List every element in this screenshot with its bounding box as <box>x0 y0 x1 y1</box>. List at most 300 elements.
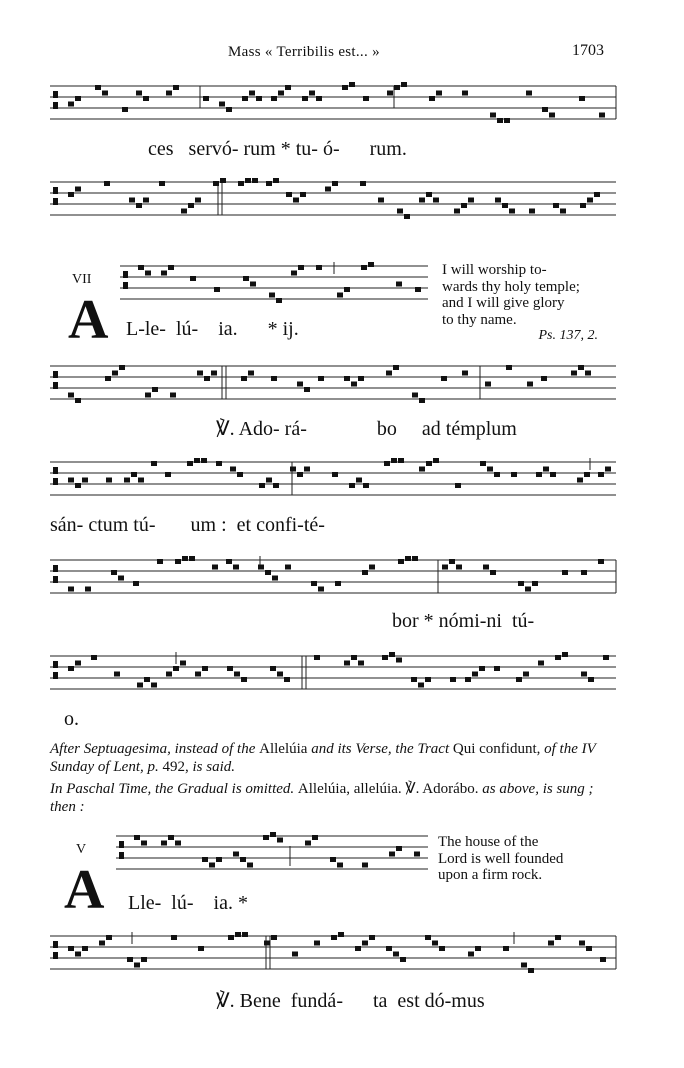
neume-note <box>300 192 306 197</box>
neume-note <box>252 178 258 183</box>
lyrics-line: ℣. Ado- rá- bo ad témplum <box>216 418 517 440</box>
neume-note <box>188 203 194 208</box>
neume-note <box>118 576 124 581</box>
neume-note <box>138 265 144 270</box>
chant-staff <box>50 458 616 508</box>
neume-note <box>270 666 276 671</box>
neume-note <box>272 576 278 581</box>
neume-note <box>143 96 149 101</box>
neume-note <box>211 371 217 376</box>
neume-note <box>285 85 291 90</box>
neume-note <box>202 857 208 862</box>
neume-note <box>127 957 133 962</box>
neume-note <box>419 198 425 203</box>
neume-note <box>277 672 283 677</box>
chant-staff <box>50 652 616 702</box>
neume-note <box>104 181 110 186</box>
rubric-text: p. <box>147 759 159 775</box>
neume-note <box>137 683 143 688</box>
neume-note <box>386 946 392 951</box>
neume-note <box>271 96 277 101</box>
neume-note <box>68 478 74 483</box>
neume-note <box>586 946 592 951</box>
neume-note <box>75 661 81 666</box>
neume-note <box>247 863 253 868</box>
neume-note <box>449 559 455 564</box>
neume-note <box>332 181 338 186</box>
neume-note <box>263 835 269 840</box>
neume-note <box>133 581 139 586</box>
neume-note <box>404 214 410 219</box>
neume-note <box>356 478 362 483</box>
neume-note <box>412 393 418 398</box>
neume-note <box>187 461 193 466</box>
lyrics-line: bor * nómi-ni tú- <box>392 610 535 632</box>
neume-note <box>504 118 510 123</box>
neume-note <box>202 666 208 671</box>
neume-note <box>243 276 249 281</box>
neume-note <box>216 461 222 466</box>
clef-mark <box>53 941 58 948</box>
neume-note <box>309 91 315 96</box>
neume-note <box>418 683 424 688</box>
clef-mark <box>53 198 58 205</box>
neume-note <box>578 365 584 370</box>
neume-note <box>136 203 142 208</box>
neume-note <box>216 857 222 862</box>
neume-note <box>344 661 350 666</box>
rubric-text: 492, <box>158 759 193 775</box>
neume-note <box>337 293 343 298</box>
neume-note <box>396 658 402 663</box>
neume-note <box>577 478 583 483</box>
neume-note <box>349 82 355 87</box>
neume-note <box>297 382 303 387</box>
neume-note <box>75 96 81 101</box>
neume-note <box>351 382 357 387</box>
neume-note <box>450 677 456 682</box>
neume-note <box>360 181 366 186</box>
neume-note <box>85 587 91 592</box>
translation-line: and I will give glory <box>442 295 565 311</box>
neume-note <box>555 655 561 660</box>
neume-note <box>432 941 438 946</box>
neume-note <box>190 276 196 281</box>
staff-lines <box>120 262 428 312</box>
neume-note <box>532 581 538 586</box>
initial-letter: A <box>64 859 105 921</box>
neume-note <box>68 587 74 592</box>
neume-note <box>472 672 478 677</box>
neume-note <box>201 458 207 463</box>
neume-note <box>214 287 220 292</box>
neume-note <box>285 565 291 570</box>
neume-note <box>245 178 251 183</box>
neume-note <box>242 932 248 937</box>
neume-note <box>314 655 320 660</box>
neume-note <box>331 935 337 940</box>
neume-note <box>338 932 344 937</box>
neume-note <box>106 478 112 483</box>
neume-note <box>523 672 529 677</box>
neume-note <box>82 478 88 483</box>
clef-mark <box>119 852 124 859</box>
neumes <box>123 262 421 303</box>
staff-lines <box>50 178 616 228</box>
neume-note <box>291 271 297 276</box>
neume-note <box>271 935 277 940</box>
neume-note <box>165 472 171 477</box>
neume-note <box>362 941 368 946</box>
neume-note <box>266 478 272 483</box>
neume-note <box>441 376 447 381</box>
neume-note <box>226 107 232 112</box>
neume-note <box>330 857 336 862</box>
neume-note <box>394 85 400 90</box>
neume-note <box>396 846 402 851</box>
neume-note <box>598 472 604 477</box>
staff-lines <box>50 652 616 702</box>
neume-note <box>426 461 432 466</box>
neume-note <box>553 203 559 208</box>
neume-note <box>585 371 591 376</box>
neume-note <box>233 565 239 570</box>
neume-note <box>490 113 496 118</box>
neume-note <box>276 298 282 303</box>
staff-lines <box>50 458 616 508</box>
neume-note <box>342 85 348 90</box>
neume-note <box>325 187 331 192</box>
neume-note <box>129 198 135 203</box>
clef-mark <box>53 672 58 679</box>
neume-note <box>543 467 549 472</box>
staff-lines <box>50 82 616 132</box>
neume-note <box>143 198 149 203</box>
neume-note <box>571 371 577 376</box>
neume-note <box>419 467 425 472</box>
neume-note <box>502 203 508 208</box>
clef-mark <box>53 102 58 109</box>
neume-note <box>235 932 241 937</box>
neume-note <box>598 559 604 564</box>
clef-mark <box>53 371 58 378</box>
rubric-paragraph <box>50 780 616 816</box>
neume-note <box>344 376 350 381</box>
neume-note <box>605 467 611 472</box>
neume-note <box>273 178 279 183</box>
neume-note <box>318 587 324 592</box>
neumes <box>53 652 609 688</box>
neume-note <box>429 96 435 101</box>
lyrics-line: sán- ctum tú- um : et confi-té- <box>50 514 325 536</box>
neume-note <box>439 946 445 951</box>
neume-note <box>337 863 343 868</box>
neume-note <box>455 483 461 488</box>
neume-note <box>273 483 279 488</box>
translation-line: The house of the <box>438 834 539 850</box>
chant-staff <box>120 262 428 312</box>
neume-note <box>387 91 393 96</box>
neume-note <box>173 666 179 671</box>
neume-note <box>389 652 395 657</box>
neume-note <box>145 271 151 276</box>
neume-note <box>124 478 130 483</box>
neume-note <box>240 857 246 862</box>
neume-note <box>393 952 399 957</box>
clef-mark <box>53 952 58 959</box>
neumes <box>53 932 606 973</box>
neume-note <box>161 841 167 846</box>
neume-note <box>461 203 467 208</box>
neume-note <box>258 565 264 570</box>
neume-note <box>425 935 431 940</box>
neume-note <box>581 570 587 575</box>
neume-note <box>204 376 210 381</box>
neume-note <box>75 483 81 488</box>
neume-note <box>494 666 500 671</box>
clef-mark <box>53 576 58 583</box>
neume-note <box>316 96 322 101</box>
neume-note <box>212 565 218 570</box>
neume-note <box>180 661 186 666</box>
neume-note <box>485 382 491 387</box>
neume-note <box>497 118 503 123</box>
neume-note <box>256 96 262 101</box>
neume-note <box>175 841 181 846</box>
chant-staff <box>116 832 428 882</box>
neume-note <box>166 91 172 96</box>
neume-note <box>562 652 568 657</box>
clef-mark <box>123 271 128 278</box>
neumes <box>53 556 604 592</box>
rubric-paragraph <box>50 740 616 776</box>
neume-note <box>304 387 310 392</box>
running-header-title: Mass « Terribilis est... » <box>228 44 380 60</box>
neume-note <box>277 838 283 843</box>
neume-note <box>161 271 167 276</box>
neume-note <box>234 672 240 677</box>
neume-note <box>242 96 248 101</box>
neume-note <box>131 472 137 477</box>
neume-note <box>414 852 420 857</box>
neume-note <box>141 841 147 846</box>
neume-note <box>219 102 225 107</box>
neume-note <box>228 935 234 940</box>
chant-staff <box>50 362 616 412</box>
neume-note <box>368 262 374 267</box>
neume-note <box>269 293 275 298</box>
mode-number: V <box>76 842 87 857</box>
translation <box>442 262 616 345</box>
neume-note <box>230 467 236 472</box>
neume-note <box>456 565 462 570</box>
clef-mark <box>53 565 58 572</box>
neume-note <box>105 376 111 381</box>
neumes <box>53 365 591 403</box>
neume-note <box>314 941 320 946</box>
neume-note <box>526 91 532 96</box>
neume-note <box>106 935 112 940</box>
neume-note <box>138 478 144 483</box>
neume-note <box>181 209 187 214</box>
neume-note <box>465 677 471 682</box>
neume-note <box>227 666 233 671</box>
neume-note <box>351 655 357 660</box>
neume-note <box>122 107 128 112</box>
neume-note <box>411 677 417 682</box>
neume-note <box>332 472 338 477</box>
neumes <box>53 178 600 219</box>
neume-note <box>603 655 609 660</box>
neume-note <box>209 863 215 868</box>
neume-note <box>475 946 481 951</box>
neume-note <box>542 107 548 112</box>
neume-note <box>144 677 150 682</box>
rubric-text: of the IV Sunday of Lent, <box>50 741 596 775</box>
neume-note <box>555 935 561 940</box>
neume-note <box>548 941 554 946</box>
neume-note <box>157 559 163 564</box>
neume-note <box>173 85 179 90</box>
neume-note <box>302 96 308 101</box>
rubric-text: and its Verse, the Tract <box>307 741 450 757</box>
neume-note <box>194 458 200 463</box>
neume-note <box>362 863 368 868</box>
neume-note <box>436 91 442 96</box>
lyrics-line: ℣. Bene fundá- ta est dó-mus <box>216 990 485 1012</box>
neume-note <box>238 181 244 186</box>
neume-note <box>182 556 188 561</box>
neume-note <box>525 587 531 592</box>
neume-note <box>68 192 74 197</box>
clef-mark <box>53 187 58 194</box>
clef-mark <box>123 282 128 289</box>
neume-note <box>599 113 605 118</box>
neume-note <box>391 458 397 463</box>
neume-note <box>369 565 375 570</box>
rubric-text: Allelúia <box>259 741 308 757</box>
chant-staff <box>50 556 616 606</box>
neume-note <box>518 581 524 586</box>
neume-note <box>358 661 364 666</box>
neume-note <box>114 672 120 677</box>
neume-note <box>355 946 361 951</box>
neume-note <box>99 941 105 946</box>
neume-note <box>290 467 296 472</box>
neume-note <box>382 655 388 660</box>
neume-note <box>134 835 140 840</box>
neume-note <box>68 666 74 671</box>
neume-note <box>468 198 474 203</box>
neume-note <box>384 461 390 466</box>
neumes <box>119 832 420 868</box>
neume-note <box>250 282 256 287</box>
neume-note <box>259 483 265 488</box>
neume-note <box>358 376 364 381</box>
neume-note <box>541 376 547 381</box>
neume-note <box>536 472 542 477</box>
neume-note <box>312 835 318 840</box>
neume-note <box>397 209 403 214</box>
lyrics-line: L-le- lú- ia. * ij. <box>126 318 299 340</box>
neume-note <box>136 91 142 96</box>
neume-note <box>195 198 201 203</box>
neume-note <box>386 371 392 376</box>
neume-note <box>286 192 292 197</box>
neume-note <box>198 946 204 951</box>
neume-note <box>233 852 239 857</box>
neume-note <box>363 96 369 101</box>
neume-note <box>241 376 247 381</box>
neume-note <box>538 661 544 666</box>
neume-note <box>433 458 439 463</box>
neume-note <box>442 565 448 570</box>
neume-note <box>349 483 355 488</box>
neume-note <box>75 952 81 957</box>
neume-note <box>584 472 590 477</box>
neume-note <box>398 559 404 564</box>
clef-mark <box>53 382 58 389</box>
neume-note <box>102 91 108 96</box>
psalm-reference: Ps. 137, 2. <box>538 328 598 343</box>
rubric-text: Qui confidunt, <box>449 741 541 757</box>
mode-number: VII <box>72 272 92 287</box>
neume-note <box>119 365 125 370</box>
neume-note <box>362 570 368 575</box>
neume-note <box>311 581 317 586</box>
neume-note <box>304 467 310 472</box>
translation-line: wards thy holy temple; <box>442 278 580 295</box>
neume-note <box>166 672 172 677</box>
neume-note <box>494 472 500 477</box>
neume-note <box>195 672 201 677</box>
neume-note <box>159 181 165 186</box>
neume-note <box>550 472 556 477</box>
neume-note <box>284 677 290 682</box>
neume-note <box>401 82 407 87</box>
neume-note <box>487 467 493 472</box>
lyrics-line: Lle- lú- ia. * <box>128 892 248 914</box>
neume-note <box>111 570 117 575</box>
neume-note <box>479 666 485 671</box>
neume-note <box>549 113 555 118</box>
neume-note <box>318 376 324 381</box>
neume-note <box>509 209 515 214</box>
neume-note <box>433 198 439 203</box>
neume-note <box>415 287 421 292</box>
neume-note <box>168 265 174 270</box>
neume-note <box>398 458 404 463</box>
clef-mark <box>119 841 124 848</box>
neume-note <box>454 209 460 214</box>
neume-note <box>151 683 157 688</box>
neume-note <box>298 265 304 270</box>
neume-note <box>248 371 254 376</box>
neume-note <box>175 559 181 564</box>
rubric-text: as above, is sung ; then : <box>50 781 594 815</box>
neume-note <box>75 187 81 192</box>
neume-note <box>264 941 270 946</box>
staff-lines <box>50 362 616 412</box>
translation-line: I will worship to- <box>442 262 547 278</box>
neume-note <box>462 371 468 376</box>
neume-note <box>213 181 219 186</box>
neume-note <box>335 581 341 586</box>
neume-note <box>490 570 496 575</box>
neume-note <box>189 556 195 561</box>
neume-note <box>134 963 140 968</box>
neume-note <box>425 677 431 682</box>
